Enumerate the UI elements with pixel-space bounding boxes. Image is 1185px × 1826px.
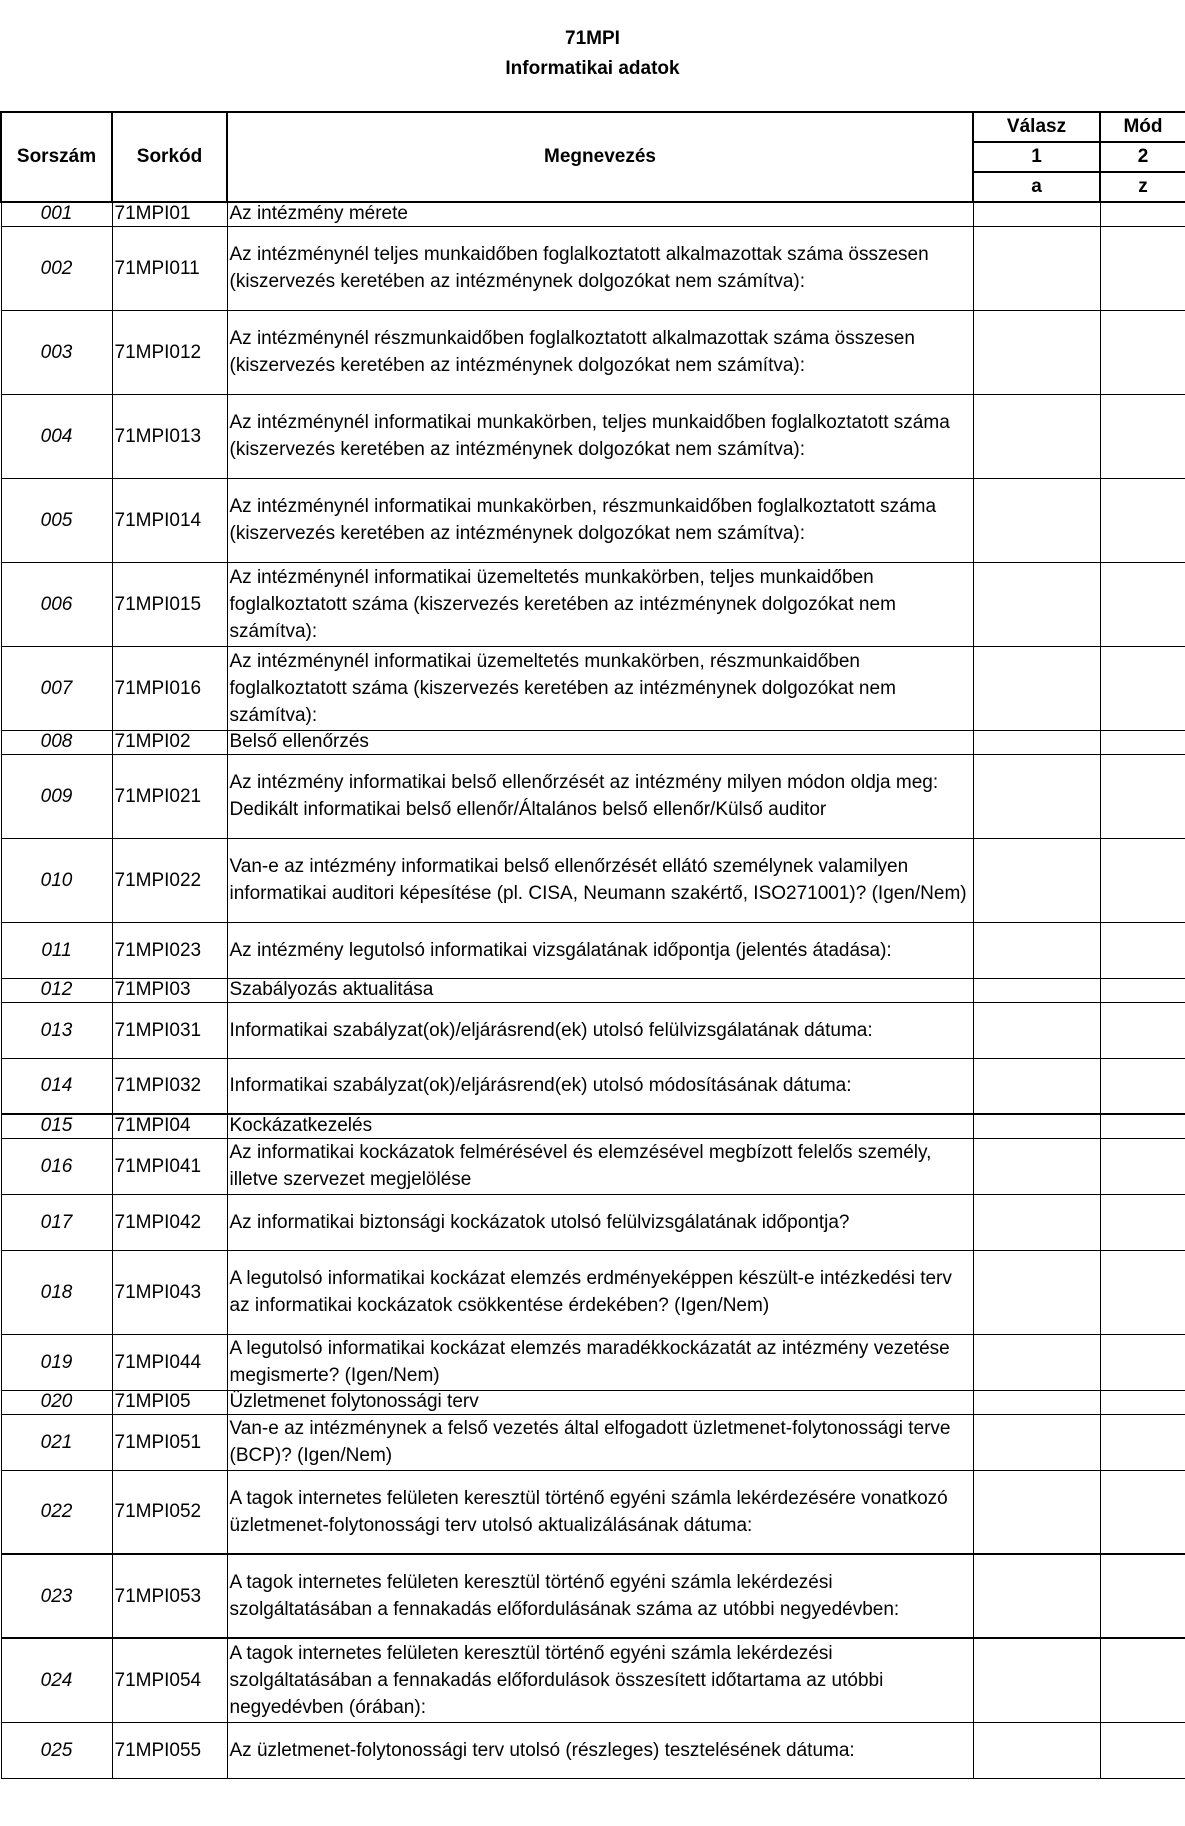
row-megnevezes: Az intézménynél informatikai üzemeltetés munkakörben, részmunkaidőben foglalkoztatott száma (kiszervezés keretében az intézménynek dolgozókat nem számítva): (227, 646, 973, 730)
row-sorszam: 021 (1, 1414, 112, 1470)
row-sorszam: 017 (1, 1194, 112, 1250)
row-sorszam: 002 (1, 226, 112, 310)
row-sorkod: 71MPI04 (112, 1114, 227, 1138)
row-megnevezes: Az intézménynél teljes munkaidőben foglalkoztatott alkalmazottak száma összesen (kiszervezés keretében az intézménynek dolgozókat nem számítva): (227, 226, 973, 310)
table-row (1, 1470, 1185, 1554)
row-sorkod: 71MPI044 (112, 1334, 227, 1390)
row-valasz-cell[interactable] (973, 1138, 1100, 1194)
row-sorkod: 71MPI023 (112, 922, 227, 978)
header-sorkod: Sorkód (112, 112, 227, 202)
table-row (1, 1002, 1185, 1058)
row-sorkod: 71MPI031 (112, 1002, 227, 1058)
row-megnevezes: Az informatikai kockázatok felmérésével és elemzésével megbízott felelős személy, illetve szervezet megjelölése (227, 1138, 973, 1194)
row-mod-cell[interactable] (1100, 1638, 1185, 1722)
table-row (1, 1638, 1185, 1722)
row-valasz-cell[interactable] (973, 1470, 1100, 1554)
row-sorkod: 71MPI042 (112, 1194, 227, 1250)
row-sorszam: 013 (1, 1002, 112, 1058)
row-megnevezes: Üzletmenet folytonossági terv (227, 1390, 973, 1414)
row-valasz-cell[interactable] (973, 1250, 1100, 1334)
row-mod-cell[interactable] (1100, 922, 1185, 978)
row-mod-cell[interactable] (1100, 310, 1185, 394)
row-sorszam: 004 (1, 394, 112, 478)
table-row (1, 1554, 1185, 1638)
header-col1-number: 1 (973, 142, 1100, 172)
table-row (1, 1722, 1185, 1778)
row-mod-cell[interactable] (1100, 646, 1185, 730)
row-sorkod: 71MPI05 (112, 1390, 227, 1414)
row-valasz-cell[interactable] (973, 754, 1100, 838)
header-col2-letter: z (1100, 172, 1185, 202)
row-sorkod: 71MPI041 (112, 1138, 227, 1194)
table-row (1, 1138, 1185, 1194)
row-mod-cell[interactable] (1100, 754, 1185, 838)
table-row (1, 1058, 1185, 1114)
row-sorkod: 71MPI055 (112, 1722, 227, 1778)
row-valasz-cell[interactable] (973, 838, 1100, 922)
table-row (1, 1334, 1185, 1390)
row-valasz-cell[interactable] (973, 1114, 1100, 1138)
row-megnevezes: Kockázatkezelés (227, 1114, 973, 1138)
row-mod-cell[interactable] (1100, 394, 1185, 478)
row-sorszam: 014 (1, 1058, 112, 1114)
row-mod-cell[interactable] (1100, 730, 1185, 754)
row-megnevezes: Az üzletmenet-folytonossági terv utolsó (részleges) tesztelésének dátuma: (227, 1722, 973, 1778)
row-sorkod: 71MPI032 (112, 1058, 227, 1114)
row-sorkod: 71MPI051 (112, 1414, 227, 1470)
row-valasz-cell[interactable] (973, 562, 1100, 646)
row-sorkod: 71MPI053 (112, 1554, 227, 1638)
form-code-title: 71MPI (565, 28, 620, 49)
row-sorszam: 007 (1, 646, 112, 730)
row-sorkod: 71MPI022 (112, 838, 227, 922)
table-row (1, 226, 1185, 310)
row-sorkod: 71MPI011 (112, 226, 227, 310)
row-valasz-cell[interactable] (973, 1334, 1100, 1390)
row-megnevezes: A legutolsó informatikai kockázat elemzés erdményeképpen készült-e intézkedési terv az informatikai kockázatok csökkentése érdekében? (Igen/Nem) (227, 1250, 973, 1334)
row-sorkod: 71MPI03 (112, 978, 227, 1002)
table-row (1, 1390, 1185, 1414)
row-valasz-cell[interactable] (973, 202, 1100, 226)
row-valasz-cell[interactable] (973, 226, 1100, 310)
header-col2-number: 2 (1100, 142, 1185, 172)
row-valasz-cell[interactable] (973, 646, 1100, 730)
table-row (1, 838, 1185, 922)
row-megnevezes: A legutolsó informatikai kockázat elemzés maradékkockázatát az intézmény vezetése megismerte? (Igen/Nem) (227, 1334, 973, 1390)
row-mod-cell[interactable] (1100, 1114, 1185, 1138)
row-megnevezes: Az intézmény mérete (227, 202, 973, 226)
row-mod-cell[interactable] (1100, 1470, 1185, 1554)
row-megnevezes: A tagok internetes felületen keresztül történő egyéni számla lekérdezésére vonatkozó üzletmenet-folytonossági terv utolsó aktualizálásának dátuma: (227, 1470, 973, 1554)
header-megnevezes: Megnevezés (227, 112, 973, 202)
row-valasz-cell[interactable] (973, 1390, 1100, 1414)
table-row (1, 922, 1185, 978)
row-sorszam: 006 (1, 562, 112, 646)
row-mod-cell[interactable] (1100, 1002, 1185, 1058)
table-row (1, 646, 1185, 730)
row-valasz-cell[interactable] (973, 1194, 1100, 1250)
row-valasz-cell[interactable] (973, 1554, 1100, 1638)
row-megnevezes: Van-e az intézmény informatikai belső ellenőrzését ellátó személynek valamilyen informatikai auditori képesítése (pl. CISA, Neumann szakértő, ISO271001)? (Igen/Nem) (227, 838, 973, 922)
row-mod-cell[interactable] (1100, 1334, 1185, 1390)
row-valasz-cell[interactable] (973, 1002, 1100, 1058)
row-megnevezes: Az intézménynél informatikai munkakörben, teljes munkaidőben foglalkoztatott száma (kiszervezés keretében az intézménynek dolgozókat nem számítva): (227, 394, 973, 478)
row-sorkod: 71MPI02 (112, 730, 227, 754)
row-mod-cell[interactable] (1100, 1414, 1185, 1470)
row-sorszam: 010 (1, 838, 112, 922)
table-row (1, 202, 1185, 226)
table-row (1, 478, 1185, 562)
row-mod-cell[interactable] (1100, 478, 1185, 562)
row-megnevezes: Informatikai szabályzat(ok)/eljárásrend(ek) utolsó felülvizsgálatának dátuma: (227, 1002, 973, 1058)
row-valasz-cell[interactable] (973, 310, 1100, 394)
row-sorszam: 022 (1, 1470, 112, 1554)
header-valasz: Válasz (973, 112, 1100, 142)
row-sorkod: 71MPI054 (112, 1638, 227, 1722)
row-sorszam: 009 (1, 754, 112, 838)
row-megnevezes: Az intézménynél részmunkaidőben foglalkoztatott alkalmazottak száma összesen (kiszervezés keretében az intézménynek dolgozókat nem számítva): (227, 310, 973, 394)
row-megnevezes: Van-e az intézménynek a felső vezetés által elfogadott üzletmenet-folytonossági terve (BCP)? (Igen/Nem) (227, 1414, 973, 1470)
row-sorszam: 016 (1, 1138, 112, 1194)
row-mod-cell[interactable] (1100, 978, 1185, 1002)
row-sorszam: 018 (1, 1250, 112, 1334)
row-megnevezes: A tagok internetes felületen keresztül történő egyéni számla lekérdezési szolgáltatásában a fennakadás előfordulások összesített időtartama az utóbbi negyedévben (órában): (227, 1638, 973, 1722)
row-sorkod: 71MPI052 (112, 1470, 227, 1554)
row-sorszam: 019 (1, 1334, 112, 1390)
row-sorszam: 012 (1, 978, 112, 1002)
table-row (1, 1114, 1185, 1138)
row-sorszam: 008 (1, 730, 112, 754)
table-row (1, 754, 1185, 838)
table-row (1, 1194, 1185, 1250)
row-mod-cell[interactable] (1100, 1058, 1185, 1114)
row-valasz-cell[interactable] (973, 1722, 1100, 1778)
row-mod-cell[interactable] (1100, 1138, 1185, 1194)
row-megnevezes: Az informatikai biztonsági kockázatok utolsó felülvizsgálatának időpontja? (227, 1194, 973, 1250)
row-sorszam: 001 (1, 202, 112, 226)
row-sorszam: 003 (1, 310, 112, 394)
data-table (0, 111, 1185, 1779)
row-mod-cell[interactable] (1100, 1194, 1185, 1250)
table-row (1, 562, 1185, 646)
row-megnevezes: Az intézménynél informatikai munkakörben, részmunkaidőben foglalkoztatott száma (kiszervezés keretében az intézménynek dolgozókat nem számítva): (227, 478, 973, 562)
row-mod-cell[interactable] (1100, 1250, 1185, 1334)
row-mod-cell[interactable] (1100, 226, 1185, 310)
row-sorszam: 025 (1, 1722, 112, 1778)
row-sorszam: 011 (1, 922, 112, 978)
row-valasz-cell[interactable] (973, 1638, 1100, 1722)
row-sorkod: 71MPI013 (112, 394, 227, 478)
row-megnevezes: A tagok internetes felületen keresztül történő egyéni számla lekérdezési szolgáltatásában a fennakadás előfordulásának száma az utóbbi negyedévben: (227, 1554, 973, 1638)
row-sorszam: 015 (1, 1114, 112, 1138)
row-sorkod: 71MPI043 (112, 1250, 227, 1334)
row-sorkod: 71MPI01 (112, 202, 227, 226)
row-megnevezes: Informatikai szabályzat(ok)/eljárásrend(ek) utolsó módosításának dátuma: (227, 1058, 973, 1114)
header-sorszam: Sorszám (1, 112, 112, 202)
row-mod-cell[interactable] (1100, 1390, 1185, 1414)
table-row (1, 310, 1185, 394)
row-megnevezes: Az intézmény informatikai belső ellenőrzését az intézmény milyen módon oldja meg: Dedikált informatikai belső ellenőr/Általános belső ellenőr/Külső auditor (227, 754, 973, 838)
row-sorkod: 71MPI021 (112, 754, 227, 838)
row-megnevezes: Az intézmény legutolsó informatikai vizsgálatának időpontja (jelentés átadása): (227, 922, 973, 978)
row-megnevezes: Az intézménynél informatikai üzemeltetés munkakörben, teljes munkaidőben foglalkoztatott száma (kiszervezés keretében az intézménynek dolgozókat nem számítva): (227, 562, 973, 646)
row-megnevezes: Szabályozás aktualitása (227, 978, 973, 1002)
row-valasz-cell[interactable] (973, 978, 1100, 1002)
row-sorkod: 71MPI015 (112, 562, 227, 646)
row-valasz-cell[interactable] (973, 394, 1100, 478)
table-row (1, 394, 1185, 478)
row-valasz-cell[interactable] (973, 730, 1100, 754)
row-valasz-cell[interactable] (973, 478, 1100, 562)
row-sorszam: 023 (1, 1554, 112, 1638)
row-sorszam: 005 (1, 478, 112, 562)
table-row (1, 978, 1185, 1002)
table-row (1, 730, 1185, 754)
row-mod-cell[interactable] (1100, 1554, 1185, 1638)
row-mod-cell[interactable] (1100, 1722, 1185, 1778)
row-sorszam: 024 (1, 1638, 112, 1722)
row-valasz-cell[interactable] (973, 1058, 1100, 1114)
row-sorszam: 020 (1, 1390, 112, 1414)
row-sorkod: 71MPI012 (112, 310, 227, 394)
row-megnevezes: Belső ellenőrzés (227, 730, 973, 754)
row-sorkod: 71MPI014 (112, 478, 227, 562)
row-valasz-cell[interactable] (973, 1414, 1100, 1470)
form-subtitle: Informatikai adatok (505, 58, 680, 79)
header-mod: Mód (1100, 112, 1185, 142)
row-valasz-cell[interactable] (973, 922, 1100, 978)
header-col1-letter: a (973, 172, 1100, 202)
table-row (1, 1414, 1185, 1470)
row-mod-cell[interactable] (1100, 838, 1185, 922)
row-mod-cell[interactable] (1100, 562, 1185, 646)
row-mod-cell[interactable] (1100, 202, 1185, 226)
row-sorkod: 71MPI016 (112, 646, 227, 730)
table-row (1, 1250, 1185, 1334)
